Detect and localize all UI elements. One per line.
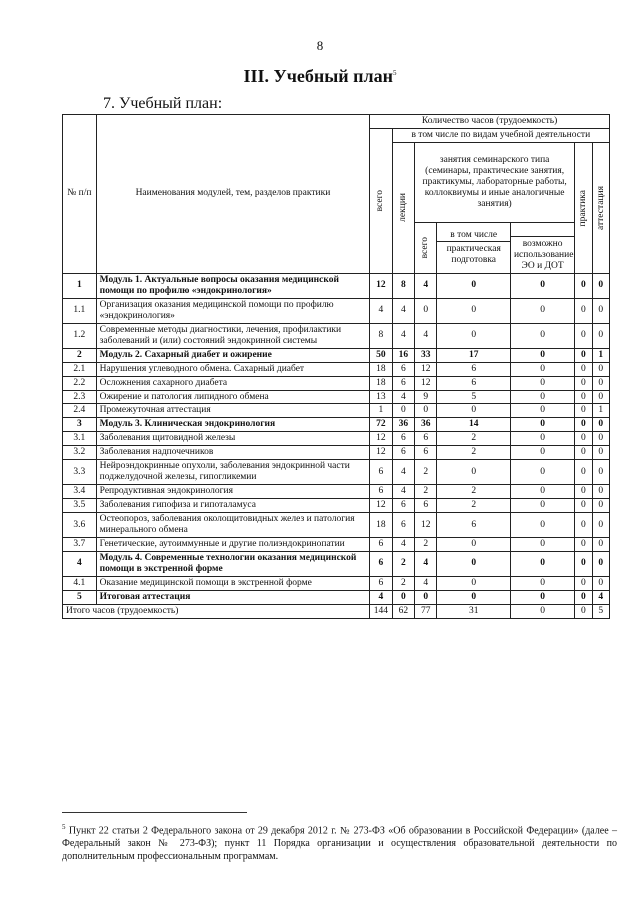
cell-total: 50 [370,348,392,362]
cell-pp: 5 [437,390,510,404]
cell-pp: 0 [437,576,510,590]
cell-sem: 0 [415,404,437,418]
cell-eo: 0 [510,446,574,460]
row-title: Модуль 3. Клиническая эндокринология [96,418,370,432]
cell-pp: 14 [437,418,510,432]
cell-sem: 4 [415,323,437,348]
cell-sem: 6 [415,499,437,513]
cell-total: 6 [370,576,392,590]
total-cell-eo: 0 [510,604,574,618]
cell-total: 6 [370,460,392,485]
cell-prac: 0 [575,390,592,404]
cell-lec: 0 [392,590,414,604]
cell-sem: 2 [415,485,437,499]
cell-lec: 6 [392,446,414,460]
table-row [63,432,610,446]
header-attestation-label: аттестация [595,185,606,230]
cell-sem: 2 [415,460,437,485]
cell-prac: 0 [575,499,592,513]
header-lectures [392,143,414,274]
total-cell-sem: 77 [415,604,437,618]
row-title: Репродуктивная эндокринология [96,485,370,499]
cell-lec: 4 [392,323,414,348]
cell-prac: 0 [575,273,592,298]
total-cell-pp: 31 [437,604,510,618]
row-number: 4.1 [63,576,97,590]
section-title-text: III. Учебный план [243,66,393,86]
cell-pp: 0 [437,404,510,418]
cell-pp: 2 [437,432,510,446]
cell-lec: 6 [392,376,414,390]
row-title: Нейроэндокринные опухоли, заболевания эндокринной части поджелудочной железы, гипогликемии [96,460,370,485]
row-number: 3.2 [63,446,97,460]
cell-sem: 0 [415,298,437,323]
row-number: 2 [63,348,97,362]
cell-lec: 4 [392,485,414,499]
row-title: Заболевания гипофиза и гипоталамуса [96,499,370,513]
table-row [63,376,610,390]
row-title: Современные методы диагностики, лечения, профилактики заболеваний и (или) состояний эндокринной системы [96,323,370,348]
cell-prac: 0 [575,551,592,576]
header-name: Наименования модулей, тем, разделов практики [96,115,370,274]
cell-att: 1 [592,404,609,418]
header-attestation [592,143,609,274]
footnote [62,823,617,863]
cell-total: 12 [370,432,392,446]
cell-total: 6 [370,485,392,499]
cell-total: 4 [370,590,392,604]
row-number: 3.3 [63,460,97,485]
cell-lec: 36 [392,418,414,432]
cell-lec: 2 [392,551,414,576]
cell-eo: 0 [510,273,574,298]
page-number: 8 [316,38,324,53]
row-number: 3 [63,418,97,432]
header-practical-training-label: практическая подготовка [446,244,501,266]
cell-total: 12 [370,273,392,298]
header-num: № п/п [63,115,97,274]
cell-pp: 0 [437,537,510,551]
cell-eo: 0 [510,390,574,404]
cell-total: 12 [370,499,392,513]
cell-sem: 6 [415,446,437,460]
table-row [63,460,610,485]
cell-prac: 0 [575,376,592,390]
cell-total: 18 [370,512,392,537]
cell-sem: 6 [415,432,437,446]
row-number: 2.3 [63,390,97,404]
total-cell-lec: 62 [392,604,414,618]
cell-lec: 4 [392,390,414,404]
header-by-type: в том числе по видам учебной деятельности [392,129,609,143]
cell-eo: 0 [510,376,574,390]
total-row [63,604,610,618]
cell-att: 0 [592,418,609,432]
row-title: Модуль 2. Сахарный диабет и ожирение [96,348,370,362]
cell-att: 0 [592,390,609,404]
row-title: Модуль 1. Актуальные вопросы оказания медицинской помощи по профилю «эндокринология» [96,273,370,298]
table-row [63,348,610,362]
cell-att: 0 [592,323,609,348]
row-title: Осложнения сахарного диабета [96,376,370,390]
cell-eo: 0 [510,576,574,590]
cell-pp: 0 [437,323,510,348]
cell-lec: 6 [392,499,414,513]
cell-att: 0 [592,273,609,298]
cell-total: 1 [370,404,392,418]
cell-lec: 6 [392,432,414,446]
header-practical-training [437,223,510,274]
cell-lec: 4 [392,460,414,485]
cell-total: 18 [370,362,392,376]
cell-att: 0 [592,446,609,460]
table-row [63,537,610,551]
footnote-mark: 5 [62,823,66,831]
cell-att: 0 [592,485,609,499]
cell-att: 0 [592,376,609,390]
cell-eo: 0 [510,404,574,418]
cell-eo: 0 [510,460,574,485]
cell-total: 8 [370,323,392,348]
footnote-divider [62,812,247,813]
cell-pp: 0 [437,551,510,576]
cell-total: 13 [370,390,392,404]
footnote-text: Пункт 22 статьи 2 Федерального закона от 29 декабря 2012 г. № 273-ФЗ «Об образовании в Российской Федерации» (далее – Федеральный закон № 273-ФЗ); пункт 11 Порядка организации и осуществления образовательной деятельности по дополнительным профессиональным программам. [62,825,617,863]
table-row [63,551,610,576]
cell-att: 0 [592,298,609,323]
table-row [63,485,610,499]
row-title: Итоговая аттестация [96,590,370,604]
cell-att: 4 [592,590,609,604]
cell-lec: 2 [392,576,414,590]
row-number: 5 [63,590,97,604]
header-incl: в том числе [437,230,509,243]
cell-pp: 6 [437,512,510,537]
cell-pp: 6 [437,362,510,376]
cell-sem: 0 [415,590,437,604]
cell-sem: 4 [415,551,437,576]
header-eo-dot-label: возможно использование ЭО и ДОТ [513,239,574,271]
table-row [63,390,610,404]
table-row [63,362,610,376]
total-label: Итого часов (трудоемкость) [63,604,370,618]
header-hours: Количество часов (трудоемкость) [370,115,610,129]
cell-eo: 0 [510,499,574,513]
cell-sem: 4 [415,273,437,298]
cell-prac: 0 [575,590,592,604]
cell-lec: 16 [392,348,414,362]
header-total-label: всего [375,190,386,212]
cell-sem: 4 [415,576,437,590]
header-eo-dot [510,223,574,274]
cell-sem: 12 [415,362,437,376]
header-sem-total [415,223,437,274]
cell-total: 6 [370,551,392,576]
cell-pp: 0 [437,273,510,298]
cell-eo: 0 [510,362,574,376]
row-title: Остеопороз, заболевания околощитовидных желез и патология минерального обмена [96,512,370,537]
row-number: 3.7 [63,537,97,551]
row-number: 1.1 [63,298,97,323]
cell-total: 4 [370,298,392,323]
row-number: 3.1 [63,432,97,446]
table-row [63,404,610,418]
cell-sem: 12 [415,512,437,537]
cell-eo: 0 [510,323,574,348]
table-row [63,446,610,460]
row-number: 4 [63,551,97,576]
table-row [63,512,610,537]
row-number: 2.1 [63,362,97,376]
cell-pp: 2 [437,446,510,460]
row-number: 1 [63,273,97,298]
table-row [63,418,610,432]
plan-title: 7. Учебный план: [103,95,223,112]
cell-prac: 0 [575,432,592,446]
cell-prac: 0 [575,298,592,323]
row-title: Ожирение и патология липидного обмена [96,390,370,404]
table-row [63,298,610,323]
row-number: 3.4 [63,485,97,499]
table-row [63,576,610,590]
cell-total: 12 [370,446,392,460]
row-title: Промежуточная аттестация [96,404,370,418]
cell-eo: 0 [510,512,574,537]
cell-att: 0 [592,460,609,485]
cell-att: 0 [592,362,609,376]
cell-total: 72 [370,418,392,432]
cell-lec: 6 [392,362,414,376]
cell-sem: 2 [415,537,437,551]
cell-sem: 9 [415,390,437,404]
header-practice-label: практика [578,189,589,227]
cell-lec: 4 [392,537,414,551]
cell-pp: 2 [437,485,510,499]
cell-att: 0 [592,576,609,590]
cell-att: 1 [592,348,609,362]
curriculum-table [62,114,610,619]
cell-lec: 0 [392,404,414,418]
cell-lec: 4 [392,298,414,323]
cell-prac: 0 [575,418,592,432]
row-number: 2.4 [63,404,97,418]
total-cell-att: 5 [592,604,609,618]
cell-prac: 0 [575,323,592,348]
cell-eo: 0 [510,432,574,446]
cell-pp: 6 [437,376,510,390]
cell-pp: 17 [437,348,510,362]
cell-prac: 0 [575,446,592,460]
table-body [63,273,610,618]
cell-pp: 0 [437,590,510,604]
cell-prac: 0 [575,404,592,418]
row-number: 2.2 [63,376,97,390]
cell-att: 0 [592,432,609,446]
cell-att: 0 [592,537,609,551]
table-row [63,273,610,298]
cell-att: 0 [592,512,609,537]
cell-prac: 0 [575,362,592,376]
header-total [370,129,392,274]
cell-total: 18 [370,376,392,390]
header-lectures-label: лекции [397,193,408,223]
row-title: Нарушения углеводного обмена. Сахарный диабет [96,362,370,376]
cell-prac: 0 [575,537,592,551]
row-title: Генетические, аутоиммунные и другие полиэндокринопатии [96,537,370,551]
total-cell-prac: 0 [575,604,592,618]
cell-pp: 0 [437,460,510,485]
table-row [63,499,610,513]
header-seminar: занятия семинарского типа (семинары, практические занятия, практикумы, лабораторные работы, коллоквиумы и иные аналогичные занятия) [415,143,575,223]
cell-sem: 12 [415,376,437,390]
row-title: Заболевания щитовидной железы [96,432,370,446]
cell-prac: 0 [575,460,592,485]
total-cell-total: 144 [370,604,392,618]
cell-sem: 36 [415,418,437,432]
row-number: 3.6 [63,512,97,537]
cell-pp: 2 [437,499,510,513]
cell-eo: 0 [510,537,574,551]
cell-prac: 0 [575,348,592,362]
cell-eo: 0 [510,418,574,432]
cell-att: 0 [592,499,609,513]
cell-sem: 33 [415,348,437,362]
cell-pp: 0 [437,298,510,323]
row-number: 1.2 [63,323,97,348]
table-row [63,323,610,348]
cell-eo: 0 [510,551,574,576]
cell-eo: 0 [510,298,574,323]
row-title: Оказание медицинской помощи в экстренной форме [96,576,370,590]
cell-lec: 6 [392,512,414,537]
cell-total: 6 [370,537,392,551]
footnote-marker: 5 [393,69,397,77]
cell-eo: 0 [510,590,574,604]
cell-prac: 0 [575,512,592,537]
row-title: Заболевания надпочечников [96,446,370,460]
header-practice [575,143,592,274]
cell-prac: 0 [575,576,592,590]
section-title [0,66,640,87]
cell-eo: 0 [510,485,574,499]
row-title: Модуль 4. Современные технологии оказания медицинской помощи в экстренной форме [96,551,370,576]
row-number: 3.5 [63,499,97,513]
cell-prac: 0 [575,485,592,499]
header-sem-total-label: всего [420,237,431,259]
row-title: Организация оказания медицинской помощи по профилю «эндокринология» [96,298,370,323]
cell-att: 0 [592,551,609,576]
table-row [63,590,610,604]
cell-lec: 8 [392,273,414,298]
cell-eo: 0 [510,348,574,362]
